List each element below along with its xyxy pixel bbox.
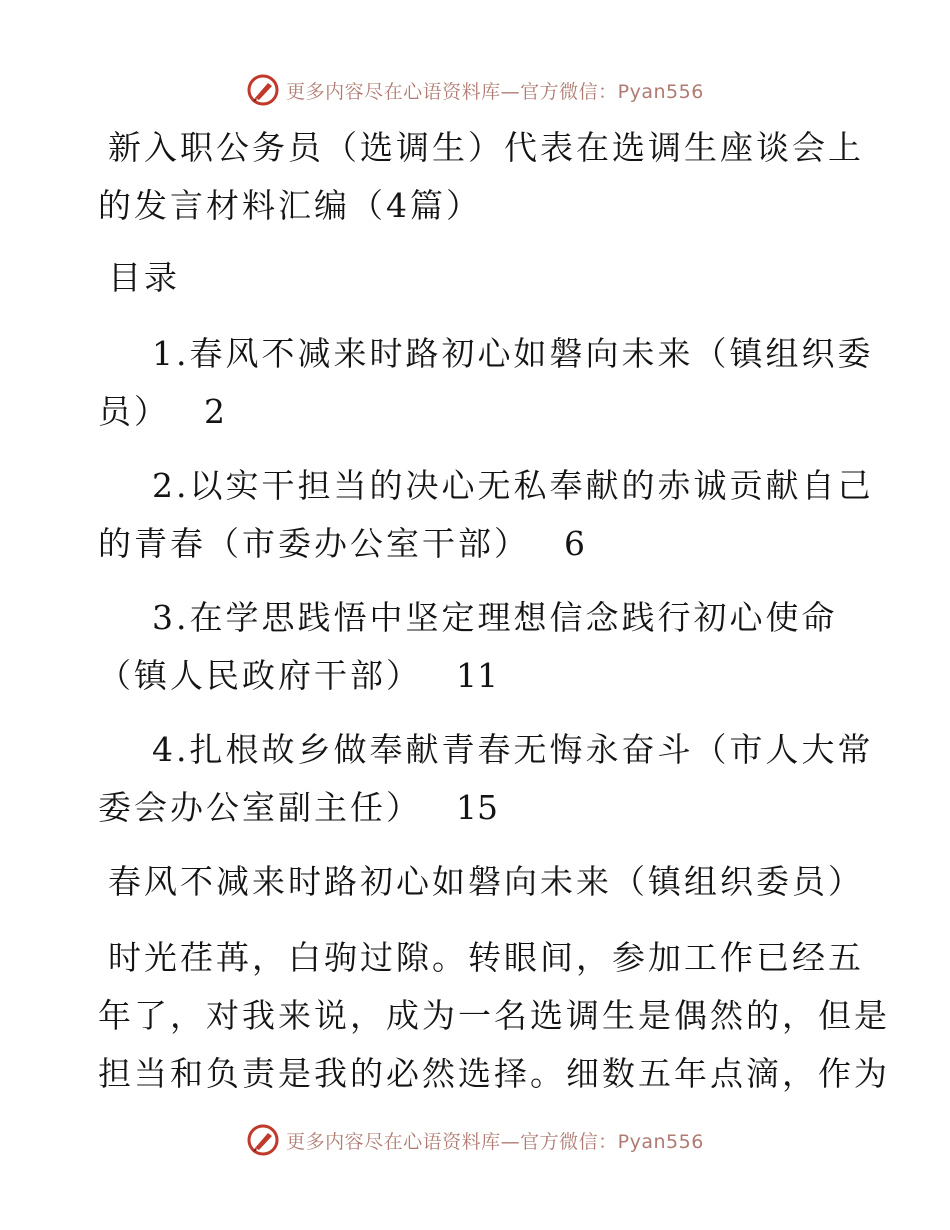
- toc-item-1-line-2[interactable]: [98, 392, 225, 432]
- toc-item-4-line-2[interactable]: [98, 788, 498, 828]
- body-line-1: 时光荏苒，白驹过隙。转眼间，参加工作已经五: [108, 938, 864, 977]
- toc-item-2-line-1[interactable]: 2.以实干担当的决心无私奉献的赤诚贡献自己: [152, 466, 874, 505]
- toc-item-2-label: 的青春（市委办公室干部）: [98, 524, 530, 563]
- toc-heading: 目录: [108, 258, 180, 297]
- document-title-line-2: 的发言材料汇编（4篇）: [98, 186, 482, 225]
- watermark-text: 更多内容尽在心语资料库—官方微信：Pyan556: [286, 1130, 704, 1153]
- body-line-3: 担当和负责是我的必然选择。细数五年点滴，作为: [98, 1054, 890, 1093]
- toc-item-3-line-1[interactable]: 3.在学思践悟中坚定理想信念践行初心使命: [152, 598, 838, 637]
- body-line-2: 年了，对我来说，成为一名选调生是偶然的，但是: [98, 996, 890, 1035]
- watermark-banner-top: [0, 70, 950, 110]
- toc-item-4-line-1[interactable]: 4.扎根故乡做奉献青春无悔永奋斗（市人大常: [152, 730, 874, 769]
- pen-logo-icon: [246, 1123, 280, 1157]
- toc-item-3-line-2[interactable]: [98, 656, 498, 696]
- toc-item-4-page: 15: [456, 788, 498, 827]
- section-title: 春风不减来时路初心如磐向未来（镇组织委员）: [108, 862, 864, 901]
- toc-item-4-label: 委会办公室副主任）: [98, 788, 422, 827]
- toc-item-1-line-1[interactable]: 1.春风不减来时路初心如磐向未来（镇组织委: [152, 334, 874, 373]
- pen-logo-icon: [246, 73, 280, 107]
- document-title-line-1: 新入职公务员（选调生）代表在选调生座谈会上: [108, 128, 864, 167]
- watermark-text: 更多内容尽在心语资料库—官方微信：Pyan556: [286, 80, 704, 103]
- watermark-banner-bottom: [0, 1120, 950, 1160]
- toc-item-2-line-2[interactable]: [98, 524, 585, 564]
- toc-item-1-page: 2: [204, 392, 225, 431]
- toc-item-1-label: 员）: [98, 392, 170, 431]
- toc-item-3-label: （镇人民政府干部）: [98, 656, 422, 695]
- toc-item-3-page: 11: [456, 656, 498, 695]
- toc-item-2-page: 6: [564, 524, 585, 563]
